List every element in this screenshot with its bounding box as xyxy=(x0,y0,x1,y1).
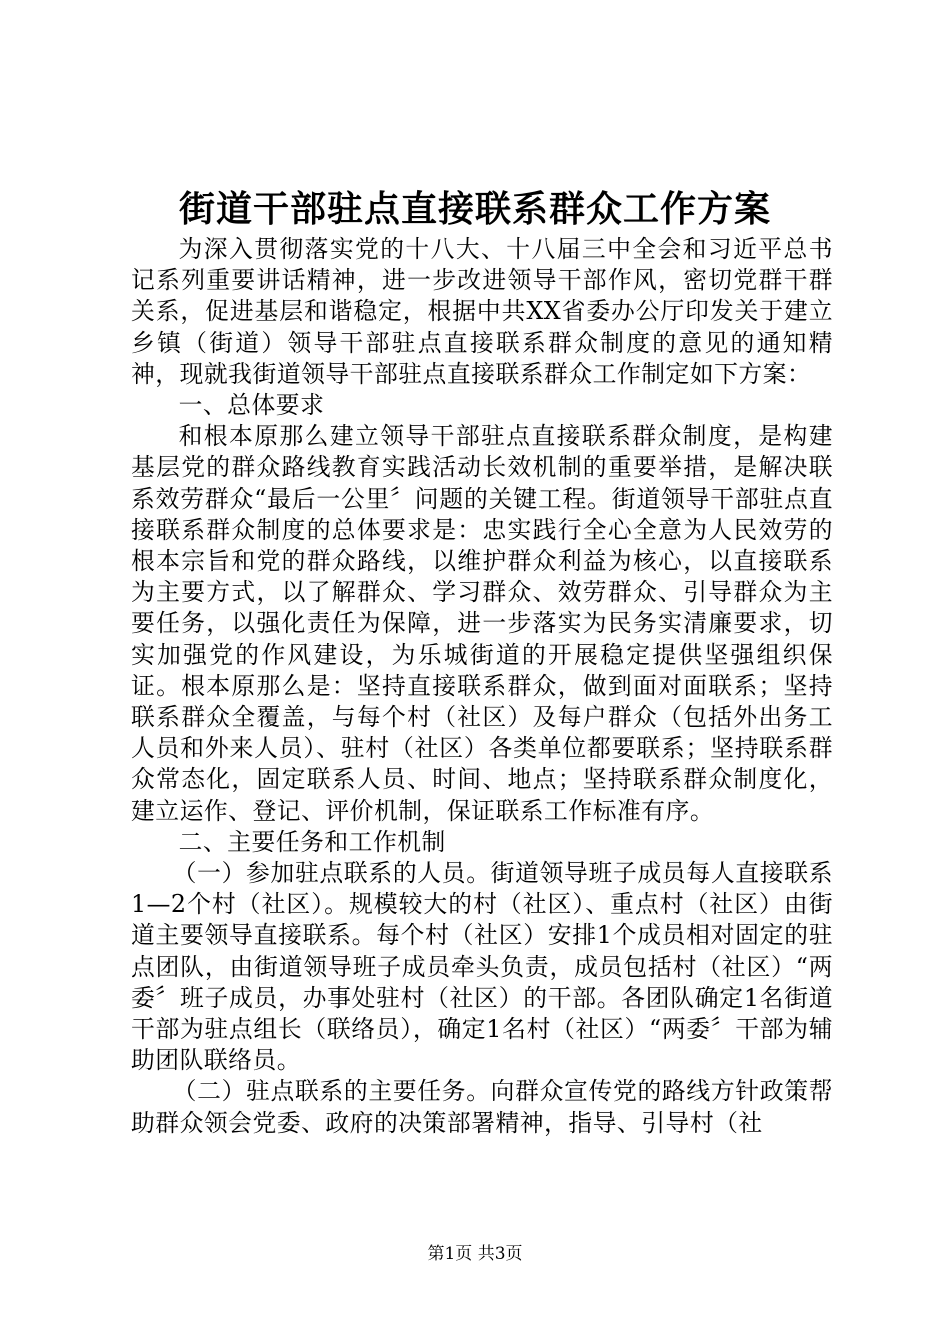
page-number-footer: 第1页 共3页 xyxy=(427,1244,523,1264)
section-heading-general-requirements: 一、总体要求 xyxy=(178,391,325,420)
document-body xyxy=(131,234,833,1139)
general-requirements-paragraph: 和根本原那么建立领导干部驻点直接联系群众制度，是构建基层党的群众路线教育实践活动长效机制的重要举措，是解决联系效劳群众“最后一公里〞问题的关键工程。街道领导干部驻点直接联系群众制度的总体要求是：忠实践行全心全意为人民效劳的根本宗旨和党的群众路线，以维护群众利益为核心，以直接联系为主要方式，以了解群众、学习群众、效劳群众、引导群众为主要任务，以强化责任为保障，进一步落实为民务实清廉要求，切实加强党的作风建设，为乐城街道的开展稳定提供坚强组织保证。根本原那么是：坚持直接联系群众，做到面对面联系；坚持联系群众全覆盖，与每个村（社区）及每户群众（包括外出务工人员和外来人员）、驻村（社区）各类单位都要联系；坚持联系群众常态化，固定联系人员、时间、地点；坚持联系群众制度化，建立运作、登记、评价机制，保证联系工作标准有序。 xyxy=(131,422,833,825)
intro-paragraph: 为深入贯彻落实党的十八大、十八届三中全会和习近平总书记系列重要讲话精神，进一步改进领导干部作风，密切党群干群关系，促进基层和谐稳定，根据中共XX省委办公厅印发关于建立乡镇（街道）领导干部驻点直接联系群众制度的意见的通知精神，现就我街道领导干部驻点直接联系群众工作制定如下方案： xyxy=(131,235,833,388)
document-title: 街道干部驻点直接联系群众工作方案 xyxy=(178,188,771,230)
task-paragraph-main-tasks: （二）驻点联系的主要任务。向群众宣传党的路线方针政策帮助群众领会党委、政府的决策部署精神，指导、引导村（社 xyxy=(131,1077,833,1137)
task-paragraph-personnel: （一）参加驻点联系的人员。街道领导班子成员每人直接联系1—2个村（社区）。规模较大的村（社区）、重点村（社区）由街道主要领导直接联系。每个村（社区）安排1个成员相对固定的驻点团队，由街道领导班子成员牵头负责，成员包括村（社区）“两委〞班子成员，办事处驻村（社区）的干部。各团队确定1名街道干部为驻点组长（联络员），确定1名村（社区）“两委〞干部为辅助团队联络员。 xyxy=(131,859,833,1075)
section-heading-main-tasks: 二、主要任务和工作机制 xyxy=(178,827,446,856)
